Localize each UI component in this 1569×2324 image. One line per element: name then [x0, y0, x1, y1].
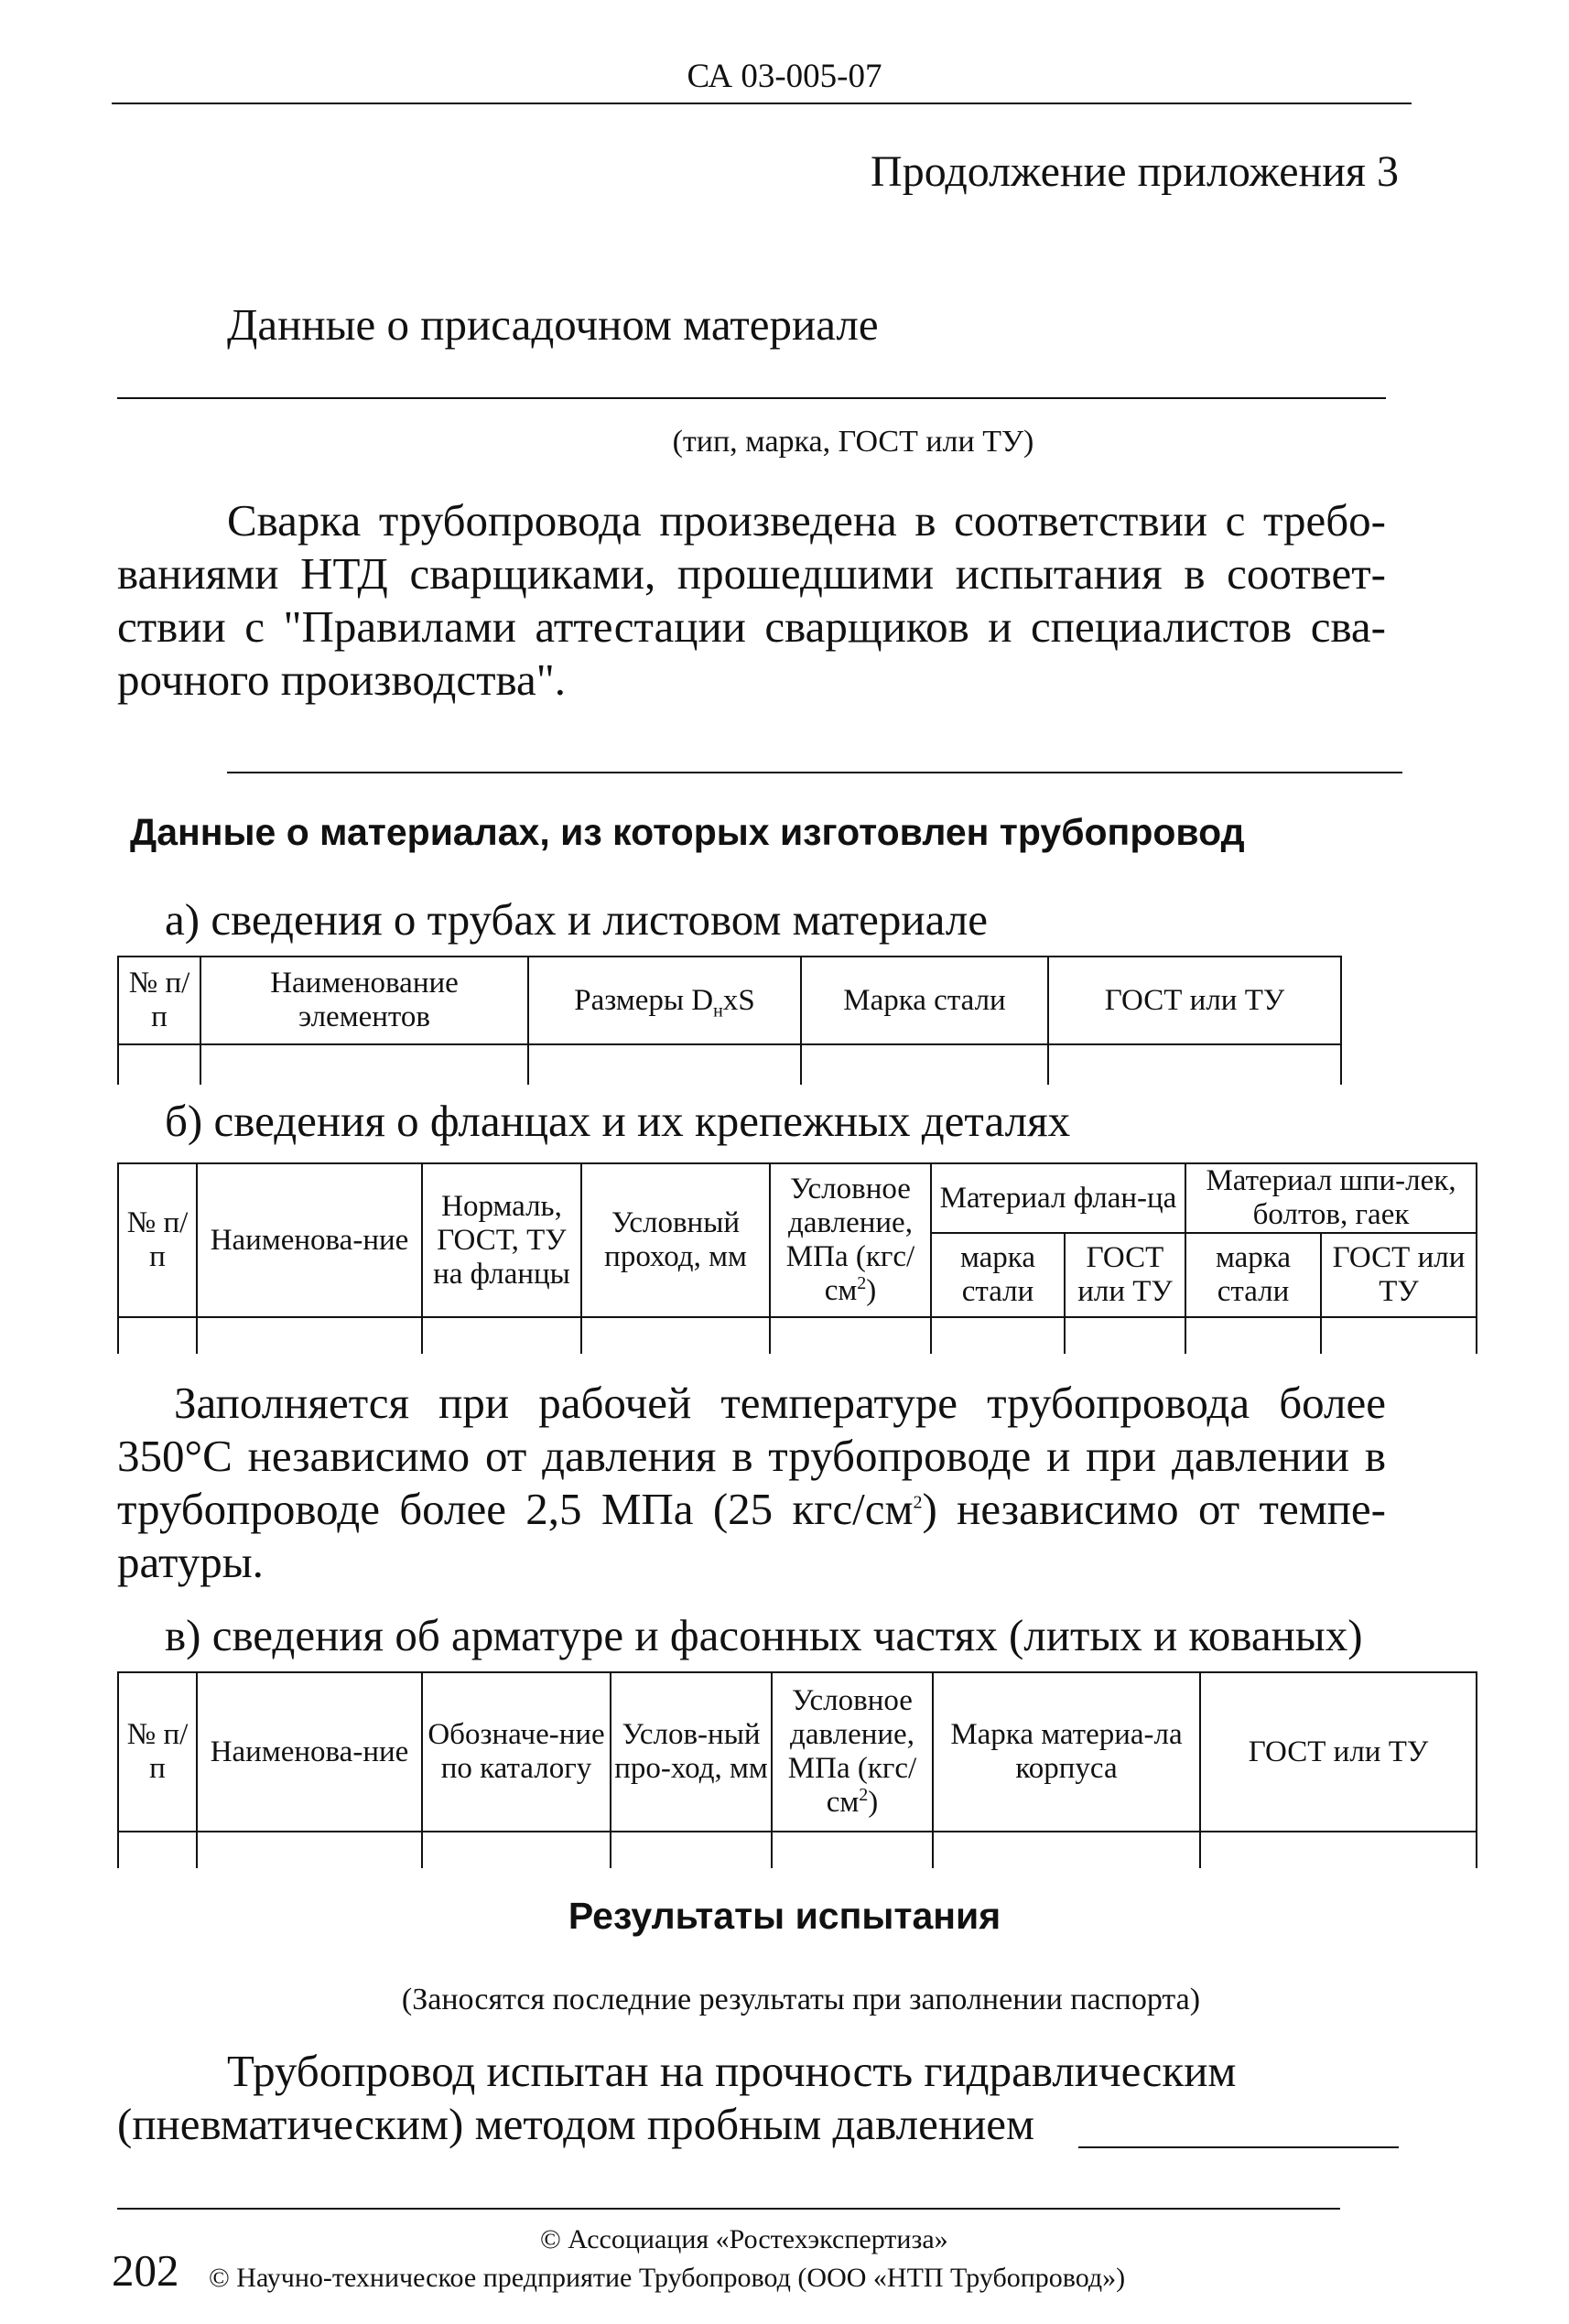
flanges-header-flange-gost: ГОСТ или ТУ [1065, 1233, 1185, 1317]
flanges-header-num: № п/п [118, 1163, 197, 1317]
pipes-header-num: № п/п [118, 957, 200, 1044]
test-pressure-fill-line [1078, 2146, 1399, 2148]
note-line-2: 350°С независимо от давления в трубопроводе и при давлении в [117, 1431, 1386, 1481]
fittings-title: в) сведения об арматуре и фасонных частях (литых и кованых) [165, 1610, 1363, 1660]
welding-line-4: рочного производства". [117, 654, 566, 705]
fittings-header-catalog: Обозначе-ние по каталогу [422, 1672, 611, 1832]
fittings-header-pressure: Условное давление, МПа $(кгс/см^2)$ [772, 1672, 933, 1832]
footer-rule [117, 2208, 1340, 2210]
fittings-header-name: Наименова-ние [197, 1672, 422, 1832]
pipes-header-name: Наименование элементов [200, 957, 528, 1044]
flanges-header-fastener-material: Материал шпи-лек, болтов, гаек [1185, 1163, 1477, 1233]
pipes-empty-row [118, 1044, 1341, 1085]
flanges-header-bore: Условный проход, мм [581, 1163, 770, 1317]
flanges-title: б) сведения о фланцах и их крепежных деталях [165, 1096, 1071, 1146]
flanges-empty-row [118, 1317, 1477, 1354]
note-line-3: трубопроводе более 2,5 МПа (25 кгс/$см^2$) независимо от темпе- [117, 1484, 1386, 1534]
pipes-table [117, 956, 1342, 1085]
note-line-4: ратуры. [117, 1537, 264, 1587]
flanges-header-fastener-steel: марка стали [1185, 1233, 1321, 1317]
filler-label: Данные о присадочном материале [227, 299, 879, 350]
footer-line-1: © Ассоциация «Ростехэкспертиза» [540, 2224, 948, 2254]
fittings-header-gost: ГОСТ или ТУ [1200, 1672, 1477, 1832]
welding-line-1: Сварка трубопровода произведена в соответствии с требо- [227, 495, 1386, 546]
footer-line-2: © Научно-техническое предприятие Трубопровод (ООО «НТП Трубопровод») [209, 2263, 1126, 2293]
flanges-header-flange-material: Материал флан-ца [931, 1163, 1185, 1233]
flanges-table [117, 1162, 1477, 1354]
flanges-header-name: Наименова-ние [197, 1163, 422, 1317]
materials-heading: Данные о материалах, из которых изготовлен трубопровод [130, 811, 1245, 853]
results-line-1: Трубопровод испытан на прочность гидравлическим [227, 2046, 1237, 2096]
pipes-header-gost: ГОСТ или ТУ [1048, 957, 1341, 1044]
note-paragraph [117, 1377, 1386, 1589]
flanges-header-fastener-gost: ГОСТ или ТУ [1321, 1233, 1477, 1317]
fittings-header-bore: Услов-ный про-ход, мм [611, 1672, 772, 1832]
welding-paragraph [117, 494, 1386, 707]
results-heading: Результаты испытания [568, 1895, 1001, 1937]
page-number: 202 [112, 2245, 179, 2296]
fittings-table [117, 1671, 1477, 1868]
document-code: СА 03-005-07 [687, 58, 882, 95]
pipes-header-size: Размеры $D_нxS$ [528, 957, 801, 1044]
fittings-empty-row [118, 1832, 1477, 1868]
note-line-1: Заполняется при рабочей температуре трубопровода более [174, 1378, 1386, 1428]
flanges-header-norm: Нормаль, ГОСТ, ТУ на фланцы [422, 1163, 581, 1317]
results-hint: (Заносятся последние результаты при заполнении паспорта) [401, 1983, 1201, 2016]
continuation-label: Продолжение приложения 3 [871, 147, 1399, 196]
pipes-header-steel: Марка стали [801, 957, 1048, 1044]
flanges-header-flange-steel: марка стали [931, 1233, 1065, 1317]
header-rule [112, 103, 1412, 104]
filler-hint: (тип, марка, ГОСТ или ТУ) [672, 425, 1034, 459]
filler-fill-line [117, 397, 1386, 399]
pipes-title: а) сведения о трубах и листовом материале [165, 894, 989, 945]
results-line-2: (пневматическим) методом пробным давлением [117, 2099, 1035, 2149]
fittings-header-num: № п/п [118, 1672, 197, 1832]
flanges-header-pressure: Условное давление, МПа $(кгс/см^2)$ [770, 1163, 931, 1317]
signature-line [227, 772, 1402, 773]
welding-line-2: ваниями НТД сварщиками, прошедшими испытания в соответ- [117, 548, 1386, 599]
welding-line-3: ствии с "Правилами аттестации сварщиков и специалистов сва- [117, 601, 1386, 652]
fittings-header-body-material: Марка материа-ла корпуса [933, 1672, 1200, 1832]
